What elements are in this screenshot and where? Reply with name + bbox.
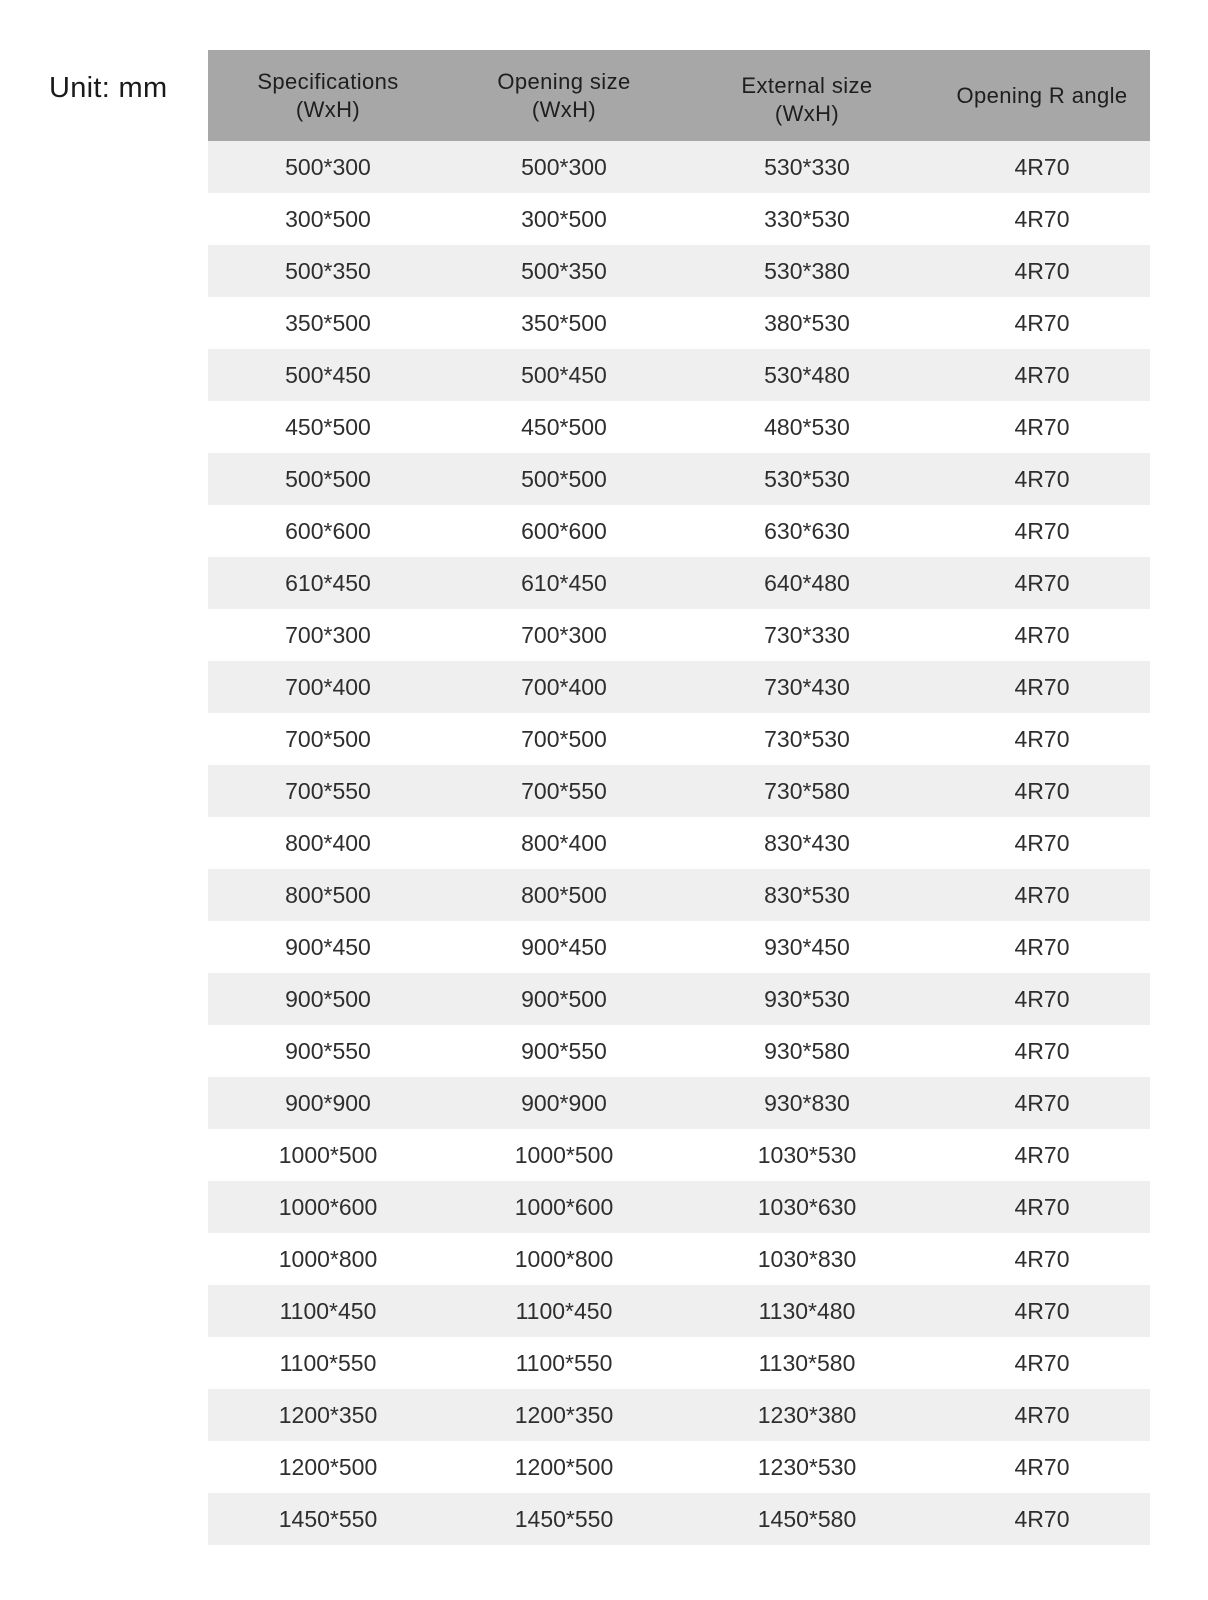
r-angle-cell: 4R70 <box>934 661 1150 713</box>
table-row <box>208 557 1150 609</box>
table-row <box>208 869 1150 921</box>
external-size-cell: 1130*480 <box>680 1285 934 1337</box>
header-opening-size-title: Opening size <box>497 68 631 94</box>
header-opening-size-unit: (WxH) <box>531 96 597 122</box>
r-angle-cell: 4R70 <box>934 1493 1150 1545</box>
opening-size-cell: 500*350 <box>448 245 680 297</box>
r-angle-cell: 4R70 <box>934 817 1150 869</box>
spec-table <box>208 50 1150 1545</box>
table-row <box>208 1285 1150 1337</box>
r-angle-cell: 4R70 <box>934 297 1150 349</box>
external-size-cell: 930*530 <box>680 973 934 1025</box>
opening-size-cell: 1200*500 <box>448 1441 680 1493</box>
table-row <box>208 609 1150 661</box>
r-angle-cell: 4R70 <box>934 141 1150 193</box>
r-angle-cell: 4R70 <box>934 1285 1150 1337</box>
table-row <box>208 1441 1150 1493</box>
table-row <box>208 505 1150 557</box>
r-angle-cell: 4R70 <box>934 609 1150 661</box>
opening-size-cell: 1000*600 <box>448 1181 680 1233</box>
r-angle-cell: 4R70 <box>934 921 1150 973</box>
external-size-cell: 1450*580 <box>680 1493 934 1545</box>
r-angle-cell: 4R70 <box>934 1025 1150 1077</box>
table-row <box>208 1077 1150 1129</box>
specifications-cell: 1000*500 <box>208 1129 448 1181</box>
opening-size-cell: 600*600 <box>448 505 680 557</box>
r-angle-cell: 4R70 <box>934 1389 1150 1441</box>
opening-size-cell: 700*550 <box>448 765 680 817</box>
r-angle-cell: 4R70 <box>934 453 1150 505</box>
opening-size-cell: 700*400 <box>448 661 680 713</box>
specifications-cell: 350*500 <box>208 297 448 349</box>
specifications-cell: 700*400 <box>208 661 448 713</box>
r-angle-cell: 4R70 <box>934 1441 1150 1493</box>
opening-size-cell: 800*500 <box>448 869 680 921</box>
specifications-cell: 450*500 <box>208 401 448 453</box>
r-angle-cell: 4R70 <box>934 193 1150 245</box>
r-angle-cell: 4R70 <box>934 245 1150 297</box>
specifications-cell: 500*500 <box>208 453 448 505</box>
table-row <box>208 921 1150 973</box>
opening-size-cell: 700*500 <box>448 713 680 765</box>
table-row <box>208 1337 1150 1389</box>
external-size-cell: 1230*380 <box>680 1389 934 1441</box>
specifications-cell: 1200*350 <box>208 1389 448 1441</box>
opening-size-cell: 900*500 <box>448 973 680 1025</box>
specifications-cell: 700*550 <box>208 765 448 817</box>
table-row <box>208 349 1150 401</box>
specifications-cell: 1000*600 <box>208 1181 448 1233</box>
table-row <box>208 297 1150 349</box>
external-size-cell: 630*630 <box>680 505 934 557</box>
external-size-cell: 1230*530 <box>680 1441 934 1493</box>
opening-size-cell: 700*300 <box>448 609 680 661</box>
external-size-cell: 530*330 <box>680 141 934 193</box>
table-row <box>208 193 1150 245</box>
r-angle-cell: 4R70 <box>934 1337 1150 1389</box>
table-body <box>208 141 1150 1545</box>
header-external-size-title: External size <box>741 72 873 98</box>
external-size-cell: 930*830 <box>680 1077 934 1129</box>
header-external-size-unit: (WxH) <box>774 100 840 126</box>
specifications-cell: 700*300 <box>208 609 448 661</box>
external-size-cell: 530*380 <box>680 245 934 297</box>
opening-size-cell: 1000*800 <box>448 1233 680 1285</box>
external-size-cell: 480*530 <box>680 401 934 453</box>
r-angle-cell: 4R70 <box>934 973 1150 1025</box>
table-row <box>208 245 1150 297</box>
header-opening-size <box>448 50 680 141</box>
r-angle-cell: 4R70 <box>934 1233 1150 1285</box>
external-size-cell: 330*530 <box>680 193 934 245</box>
opening-size-cell: 1450*550 <box>448 1493 680 1545</box>
table-row <box>208 453 1150 505</box>
table-row <box>208 1233 1150 1285</box>
external-size-cell: 730*580 <box>680 765 934 817</box>
opening-size-cell: 800*400 <box>448 817 680 869</box>
header-row <box>208 50 1150 141</box>
opening-size-cell: 300*500 <box>448 193 680 245</box>
external-size-cell: 1130*580 <box>680 1337 934 1389</box>
external-size-cell: 530*530 <box>680 453 934 505</box>
specifications-cell: 500*350 <box>208 245 448 297</box>
opening-size-cell: 1000*500 <box>448 1129 680 1181</box>
specifications-cell: 610*450 <box>208 557 448 609</box>
opening-size-cell: 500*500 <box>448 453 680 505</box>
opening-size-cell: 610*450 <box>448 557 680 609</box>
opening-size-cell: 500*450 <box>448 349 680 401</box>
opening-size-cell: 900*450 <box>448 921 680 973</box>
table-row <box>208 817 1150 869</box>
opening-size-cell: 450*500 <box>448 401 680 453</box>
specifications-cell: 900*450 <box>208 921 448 973</box>
external-size-cell: 830*530 <box>680 869 934 921</box>
external-size-cell: 1030*530 <box>680 1129 934 1181</box>
r-angle-cell: 4R70 <box>934 505 1150 557</box>
r-angle-cell: 4R70 <box>934 1077 1150 1129</box>
external-size-cell: 730*530 <box>680 713 934 765</box>
external-size-cell: 1030*830 <box>680 1233 934 1285</box>
opening-size-cell: 900*550 <box>448 1025 680 1077</box>
table-row <box>208 1493 1150 1545</box>
r-angle-cell: 4R70 <box>934 713 1150 765</box>
specifications-cell: 1100*450 <box>208 1285 448 1337</box>
specifications-cell: 1100*550 <box>208 1337 448 1389</box>
opening-size-cell: 1200*350 <box>448 1389 680 1441</box>
external-size-cell: 930*580 <box>680 1025 934 1077</box>
specifications-cell: 900*550 <box>208 1025 448 1077</box>
table-row <box>208 973 1150 1025</box>
header-opening-r-angle-title: Opening R angle <box>956 82 1128 108</box>
specifications-cell: 1000*800 <box>208 1233 448 1285</box>
table-row <box>208 1025 1150 1077</box>
specifications-cell: 800*500 <box>208 869 448 921</box>
table-row <box>208 1129 1150 1181</box>
opening-size-cell: 500*300 <box>448 141 680 193</box>
table-row <box>208 765 1150 817</box>
table-row <box>208 1181 1150 1233</box>
header-specifications <box>208 50 448 141</box>
specifications-cell: 500*300 <box>208 141 448 193</box>
table-row <box>208 661 1150 713</box>
r-angle-cell: 4R70 <box>934 349 1150 401</box>
header-specifications-title: Specifications <box>257 68 399 94</box>
external-size-cell: 640*480 <box>680 557 934 609</box>
external-size-cell: 730*430 <box>680 661 934 713</box>
specifications-cell: 300*500 <box>208 193 448 245</box>
table-row <box>208 401 1150 453</box>
r-angle-cell: 4R70 <box>934 869 1150 921</box>
external-size-cell: 380*530 <box>680 297 934 349</box>
opening-size-cell: 1100*450 <box>448 1285 680 1337</box>
unit-label: Unit: mm <box>49 72 168 104</box>
specifications-cell: 700*500 <box>208 713 448 765</box>
r-angle-cell: 4R70 <box>934 557 1150 609</box>
specifications-cell: 800*400 <box>208 817 448 869</box>
r-angle-cell: 4R70 <box>934 765 1150 817</box>
external-size-cell: 930*450 <box>680 921 934 973</box>
opening-size-cell: 900*900 <box>448 1077 680 1129</box>
external-size-cell: 730*330 <box>680 609 934 661</box>
r-angle-cell: 4R70 <box>934 1181 1150 1233</box>
external-size-cell: 530*480 <box>680 349 934 401</box>
header-opening-r-angle <box>934 50 1150 141</box>
table-row <box>208 141 1150 193</box>
specifications-cell: 900*500 <box>208 973 448 1025</box>
specifications-cell: 900*900 <box>208 1077 448 1129</box>
specifications-cell: 500*450 <box>208 349 448 401</box>
table-header <box>208 50 1150 141</box>
table-row <box>208 1389 1150 1441</box>
external-size-cell: 1030*630 <box>680 1181 934 1233</box>
table-row <box>208 713 1150 765</box>
r-angle-cell: 4R70 <box>934 401 1150 453</box>
external-size-cell: 830*430 <box>680 817 934 869</box>
specifications-cell: 600*600 <box>208 505 448 557</box>
header-specifications-unit: (WxH) <box>295 96 361 122</box>
opening-size-cell: 350*500 <box>448 297 680 349</box>
specifications-cell: 1200*500 <box>208 1441 448 1493</box>
specifications-cell: 1450*550 <box>208 1493 448 1545</box>
header-external-size <box>680 50 934 141</box>
opening-size-cell: 1100*550 <box>448 1337 680 1389</box>
r-angle-cell: 4R70 <box>934 1129 1150 1181</box>
